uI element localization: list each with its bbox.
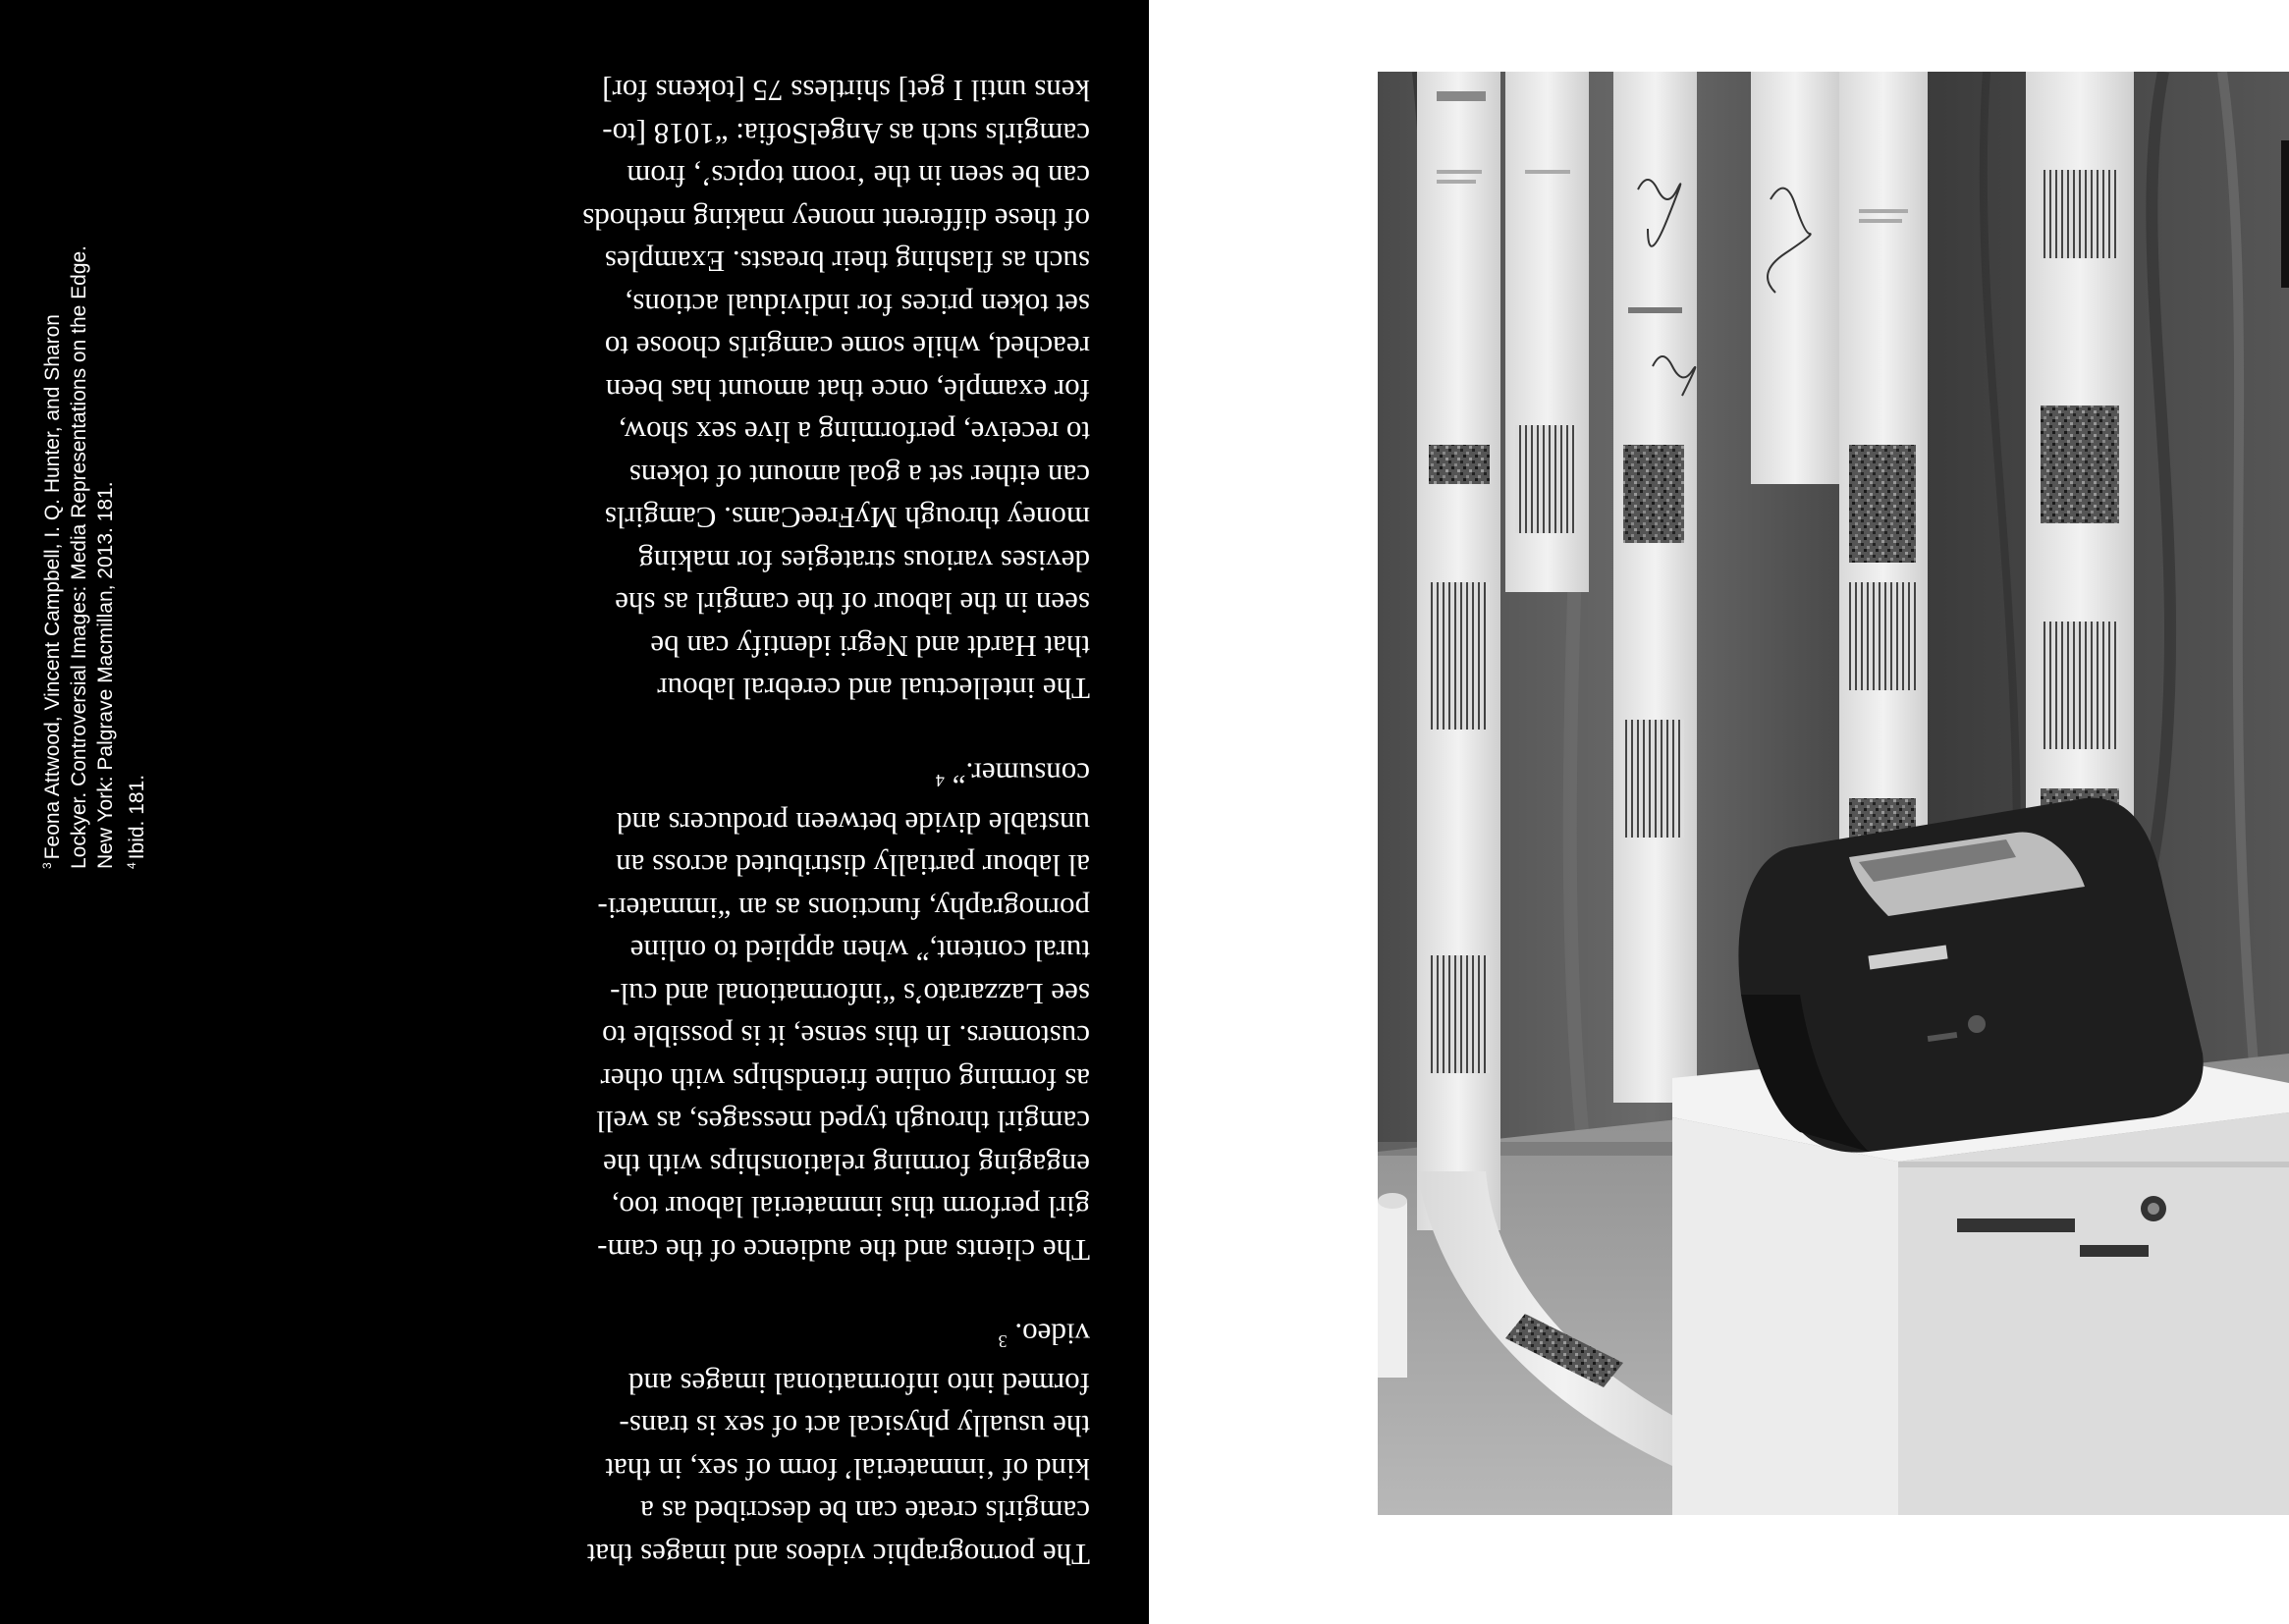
footnote-3: $^3$Feona Attwood, Vincent Campbell, I. Q. Hunter, and Sharon Lockyer. Controversial Images: Media Representations on the Edge. New York: Palgrave Macmillan, 2013. 181. [40,244,117,869]
footnote-4: $^4$Ibid. 181. [125,774,148,869]
body-paragraph-2: The clients and the audience of the cam- girl perform this immaterial labour too, engaging forming relationships with the camgirl through typed messages, as well as forming online friendships with other customers. In this sense, it is possible to see Lazzarato’s “informational and cul- tural content,” when applied to online pornography, functions as an “immateri- al labour partially distributed across an unstable divide between producers and consumer.” $^4$ [596,756,1090,1268]
photograph-receipt-printer [1378,72,2289,1515]
right-page [1149,0,2289,1624]
footnotes [34,113,221,869]
body-text-column [462,54,1090,1576]
body-paragraph-3: The intellectual and cerebral labour that Hardt and Negri identify can be seen in the labour of the camgirl as she devises various strategies for making money through MyFreeCams. Camgirls can either set a goal amount of tokens to receive, performing a live sex show, for example, once that amount has been reached, while some camgirls choose to set token prices for individual actions, such as flashing their breasts. Examples of these different money making methods can be seen in the ‘room topics’, from camgirls such as AngelSofia: “1018 [to- kens until I get] shirtless 75 [tokens for] [582,74,1090,707]
photo-illustration [1378,72,2289,1515]
footnote-mark-4: 4 [935,771,945,791]
footnote-mark-3: 3 [998,1331,1008,1352]
receipt-printer [1738,798,2203,1153]
body-paragraph-1: The pornographic videos and images that camgirls create can be described as a kind of ‘immaterial’ form of sex, in that the usually physical act of sex is trans- formed into informational images and video. $^3$ [586,1318,1090,1572]
